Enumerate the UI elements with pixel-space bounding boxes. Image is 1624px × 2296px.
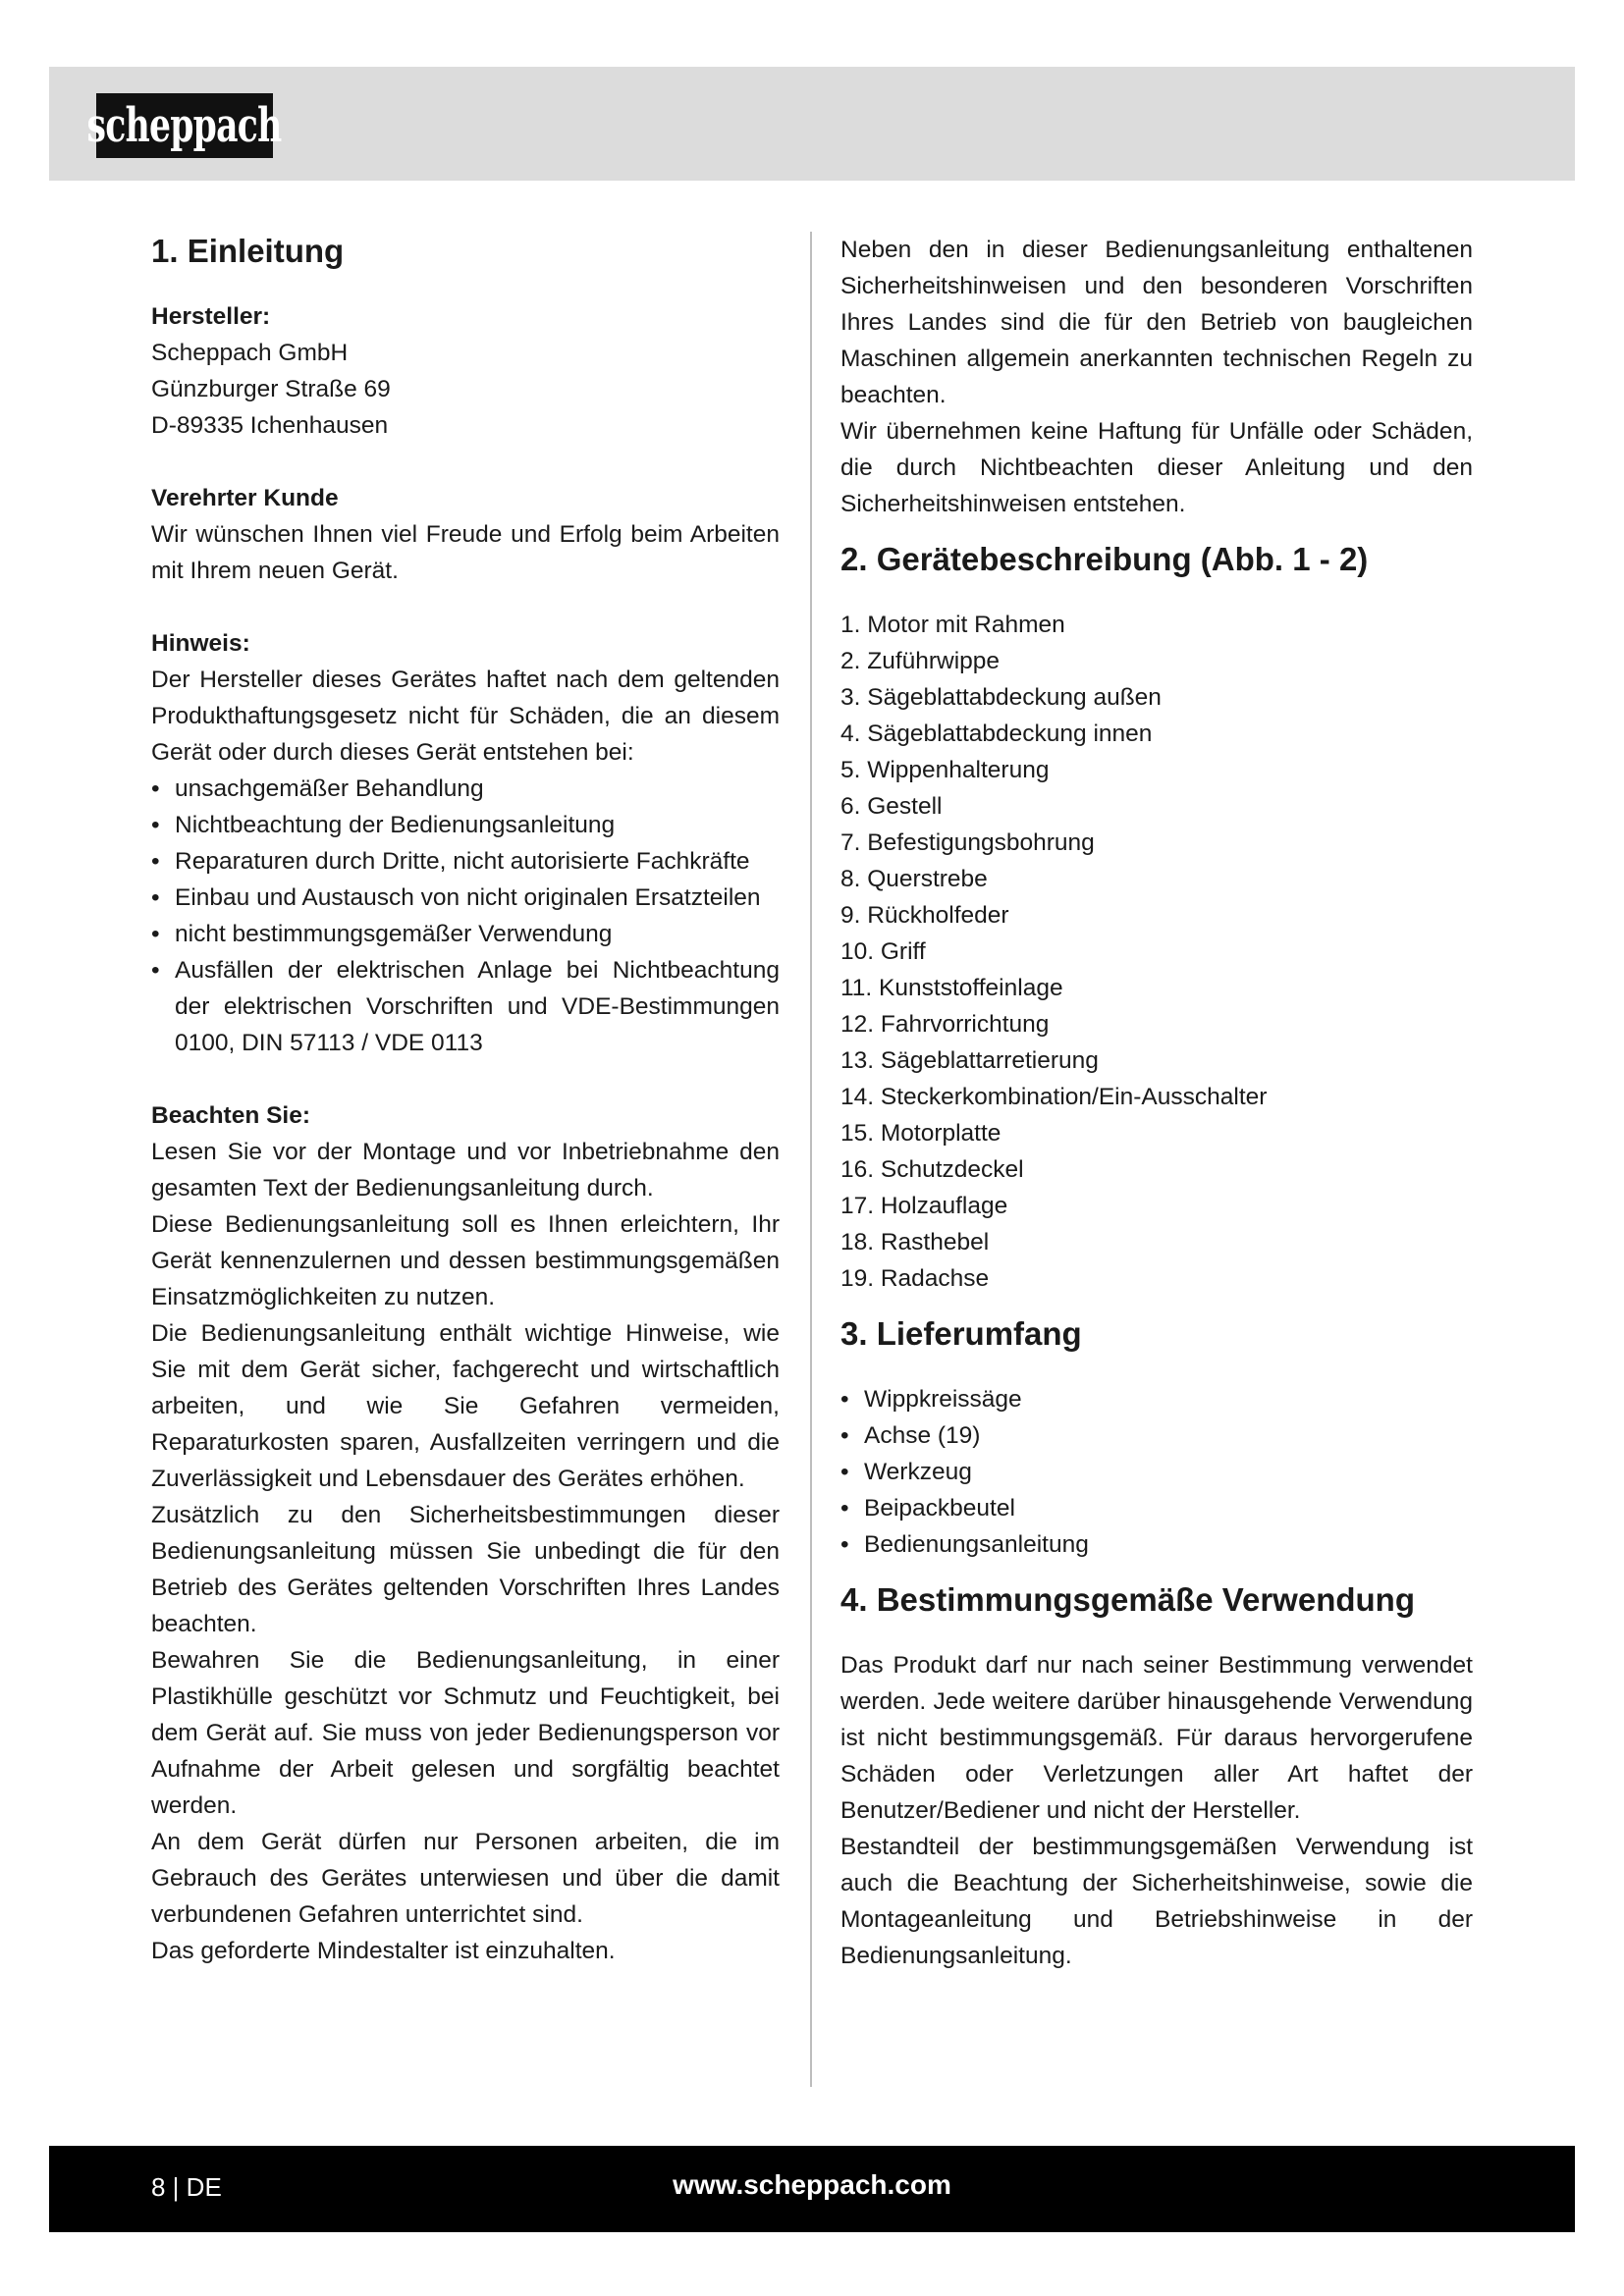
page-header <box>49 67 1575 181</box>
list-item: 19. Radachse <box>840 1265 990 1292</box>
intro-paragraph: Neben den in dieser Bedienungsanleitung enthaltenen Sicherheitshinweisen und den besonderen Vorschriften Ihres Landes sind die für den Betrieb von baugleichen Maschinen allgemein anerkannten technischen Regeln zu beachten. <box>840 237 1473 408</box>
observe-paragraph: Lesen Sie vor der Montage und vor Inbetriebnahme den gesamten Text der Bedienungsanleitung durch. <box>151 1139 780 1201</box>
intro-paragraph: Wir übernehmen keine Haftung für Unfälle oder Schäden, die durch Nichtbeachten dieser Anleitung und den Sicherheitshinweisen entstehen. <box>840 418 1473 517</box>
liability-exclusion-list <box>151 771 780 1061</box>
right-column <box>840 232 1473 1974</box>
list-item: 10. Griff <box>840 938 926 965</box>
list-item: 6. Gestell <box>840 793 943 820</box>
manufacturer-name: Scheppach GmbH <box>151 340 349 366</box>
section-title-scope-of-delivery: 3. Lieferumfang <box>840 1315 1082 1352</box>
list-item: • Bedienungsanleitung <box>840 1526 1473 1563</box>
list-item: 13. Sägeblattarretierung <box>840 1047 1099 1074</box>
left-column <box>151 232 780 1969</box>
observe-paragraph: Bewahren Sie die Bedienungsanleitung, in einer Plastikhülle geschützt vor Schmutz und Feuchtigkeit, bei dem Gerät auf. Sie muss von jeder Bedienungsperson vor Aufnahme der Arbeit gelesen und sorgfältig beachtet werden. <box>151 1647 780 1819</box>
list-item: 4. Sägeblattabdeckung innen <box>840 721 1153 747</box>
observe-paragraph: Diese Bedienungsanleitung soll es Ihnen erleichtern, Ihr Gerät kennenzulernen und dessen bestimmungsgemäßen Einsatzmöglichkeiten zu nutzen. <box>151 1211 780 1310</box>
notice-label: Hinweis: <box>151 630 250 657</box>
list-item: • Nichtbeachtung der Bedienungsanleitung <box>151 807 780 843</box>
list-item: 2. Zuführwippe <box>840 648 1001 674</box>
list-item: • Beipackbeutel <box>840 1490 1473 1526</box>
list-item: • Achse (19) <box>840 1417 1473 1454</box>
website-link[interactable]: www.scheppach.com <box>673 2169 951 2200</box>
list-item: 3. Sägeblattabdeckung außen <box>840 684 1162 711</box>
page-footer <box>49 2146 1575 2232</box>
list-item: 11. Kunststoffeinlage <box>840 975 1063 1001</box>
list-item: • Ausfällen der elektrischen Anlage bei Nichtbeachtung der elektrischen Vorschriften und VDE-Bestimmungen 0100, DIN 57113 / VDE 0113 <box>151 952 780 1061</box>
list-item: • Reparaturen durch Dritte, nicht autorisierte Fachkräfte <box>151 843 780 880</box>
column-divider <box>810 232 812 2087</box>
observe-paragraph: An dem Gerät dürfen nur Personen arbeiten, die im Gebrauch des Gerätes unterwiesen und über die damit verbundenen Gefahren unterrichtet sind. <box>151 1829 780 1928</box>
customer-label: Verehrter Kunde <box>151 485 339 511</box>
observe-paragraph: Zusätzlich zu den Sicherheitsbestimmungen dieser Bedienungsanleitung müssen Sie unbedingt die für den Betrieb des Gerätes geltenden Vorschriften Ihres Landes beachten. <box>151 1502 780 1637</box>
section-title-intended-use: 4. Bestimmungsgemäße Verwendung <box>840 1581 1415 1618</box>
intended-use-paragraph: Das Produkt darf nur nach seiner Bestimmung verwendet werden. Jede weitere darüber hinausgehende Verwendung ist nicht bestimmungsgemäß. Für daraus hervorgerufene Schäden oder Verletzungen aller Art haftet der Benutzer/Bediener und nicht der Hersteller. <box>840 1652 1473 1824</box>
list-item: • nicht bestimmungsgemäßer Verwendung <box>151 916 780 952</box>
list-item: 1. Motor mit Rahmen <box>840 612 1065 638</box>
observe-paragraph: Die Bedienungsanleitung enthält wichtige Hinweise, wie Sie mit dem Gerät sicher, fachgerecht und wirtschaftlich arbeiten, und wie Sie Gefahren vermeiden, Reparaturkosten sparen, Ausfallzeiten verringern und die Zuverlässigkeit und Lebensdauer des Gerätes erhöhen. <box>151 1320 780 1492</box>
notice-text: Der Hersteller dieses Gerätes haftet nach dem geltenden Produkthaftungsgesetz nicht für Schäden, die an diesem Gerät oder durch dieses Gerät entstehen bei: <box>151 667 780 766</box>
list-item: 18. Rasthebel <box>840 1229 990 1255</box>
brand-logo <box>86 93 283 158</box>
page-number: 8 | DE <box>151 2172 222 2202</box>
section-title-device-description: 2. Gerätebeschreibung (Abb. 1 - 2) <box>840 541 1369 577</box>
logo-text: scheppach <box>86 98 283 153</box>
customer-text: Wir wünschen Ihnen viel Freude und Erfolg beim Arbeiten mit Ihrem neuen Gerät. <box>151 521 780 584</box>
manufacturer-street: Günzburger Straße 69 <box>151 376 391 402</box>
observe-paragraph: Das geforderte Mindestalter ist einzuhalten. <box>151 1938 616 1964</box>
list-item: • Wippkreissäge <box>840 1381 1473 1417</box>
section-title-introduction: 1. Einleitung <box>151 233 345 269</box>
list-item: 12. Fahrvorrichtung <box>840 1011 1050 1038</box>
list-item: 14. Steckerkombination/Ein-Ausschalter <box>840 1084 1268 1110</box>
manufacturer-label: Hersteller: <box>151 303 271 330</box>
list-item: 5. Wippenhalterung <box>840 757 1050 783</box>
parts-list <box>840 607 1473 1297</box>
list-item: • unsachgemäßer Behandlung <box>151 771 780 807</box>
manufacturer-city: D-89335 Ichenhausen <box>151 412 389 439</box>
list-item: 17. Holzauflage <box>840 1193 1008 1219</box>
list-item: • Einbau und Austausch von nicht originalen Ersatzteilen <box>151 880 780 916</box>
intended-use-paragraph: Bestandteil der bestimmungsgemäßen Verwendung ist auch die Beachtung der Sicherheitshinweise, sowie die Montageanleitung und Betriebshinweise in der Bedienungsanleitung. <box>840 1834 1473 1969</box>
list-item: 9. Rückholfeder <box>840 902 1009 929</box>
list-item: 8. Querstrebe <box>840 866 988 892</box>
list-item: 16. Schutzdeckel <box>840 1156 1024 1183</box>
list-item: 15. Motorplatte <box>840 1120 1001 1147</box>
observe-label: Beachten Sie: <box>151 1102 311 1129</box>
list-item: 7. Befestigungsbohrung <box>840 829 1095 856</box>
list-item: • Werkzeug <box>840 1454 1473 1490</box>
delivery-list <box>840 1381 1473 1563</box>
